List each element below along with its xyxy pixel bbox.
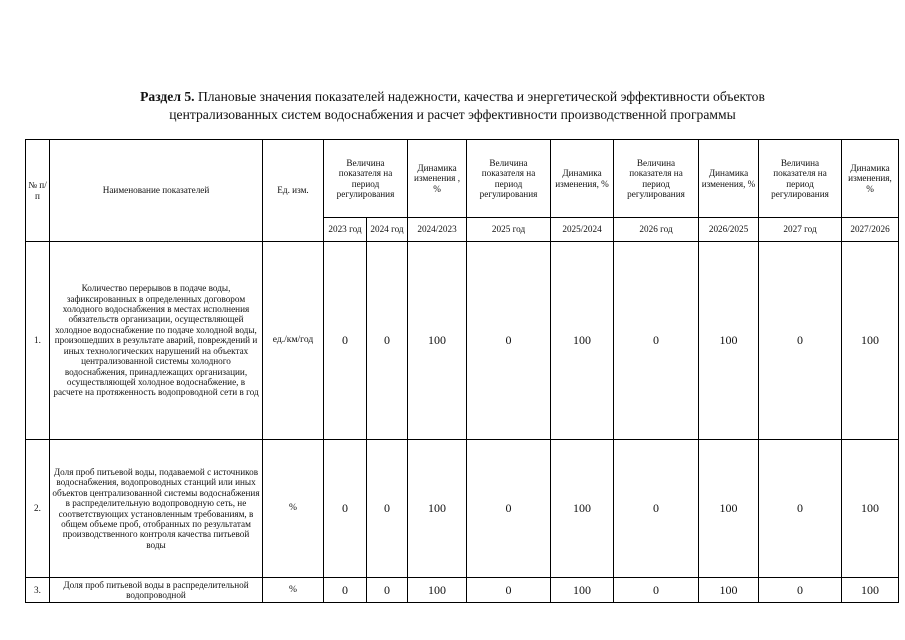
indicators-table xyxy=(25,139,899,603)
cell-2024: 0 xyxy=(367,578,408,603)
row-name: Доля проб питьевой воды в распределительной водопроводной xyxy=(50,578,263,603)
row-unit: ед./км/год xyxy=(263,242,324,440)
header-dynamics-2024: Динамика изменения , % xyxy=(408,140,467,218)
subheader-2026-2025: 2026/2025 xyxy=(699,218,759,242)
subheader-2026: 2026 год xyxy=(614,218,699,242)
header-dynamics-2026: Динамика изменения, % xyxy=(699,140,759,218)
cell-2023: 0 xyxy=(324,440,367,578)
table-row xyxy=(26,242,899,440)
cell-2026: 0 xyxy=(614,578,699,603)
cell-2024: 0 xyxy=(367,242,408,440)
table-row xyxy=(26,578,899,603)
row-unit: % xyxy=(263,578,324,603)
title-line-2: централизованных систем водоснабжения и расчет эффективности производственной программы xyxy=(169,107,736,122)
header-row xyxy=(26,140,899,218)
cell-dyn-2025: 100 xyxy=(551,578,614,603)
header-num: № п/п xyxy=(26,140,50,242)
header-value-2026: Величина показателя на период регулирования xyxy=(614,140,699,218)
row-num: 2. xyxy=(26,440,50,578)
subheader-2024-2023: 2024/2023 xyxy=(408,218,467,242)
header-dynamics-2027: Динамика изменения, % xyxy=(842,140,899,218)
cell-2024: 0 xyxy=(367,440,408,578)
section-label: Раздел 5. xyxy=(140,89,195,104)
table-row xyxy=(26,440,899,578)
row-name: Доля проб питьевой воды, подаваемой с источников водоснабжения, водопроводных станций или иных объектов централизованной системы водоснабжения в распределительную водопроводную сеть, не соответствующих установленным требованиям, в общем объеме проб, отобранных по результатам производственного контроля качества питьевой воды xyxy=(50,440,263,578)
header-name: Наименование показателей xyxy=(50,140,263,242)
header-value-2025: Величина показателя на период регулирования xyxy=(467,140,551,218)
cell-dyn-2026: 100 xyxy=(699,242,759,440)
row-num: 3. xyxy=(26,578,50,603)
cell-2027: 0 xyxy=(759,578,842,603)
title-line-1 xyxy=(0,88,905,106)
subheader-2023: 2023 год xyxy=(324,218,367,242)
cell-2027: 0 xyxy=(759,440,842,578)
subheader-2024: 2024 год xyxy=(367,218,408,242)
row-unit: % xyxy=(263,440,324,578)
cell-dyn-2026: 100 xyxy=(699,440,759,578)
cell-dyn-2024: 100 xyxy=(408,578,467,603)
cell-2026: 0 xyxy=(614,440,699,578)
cell-2026: 0 xyxy=(614,242,699,440)
cell-2025: 0 xyxy=(467,440,551,578)
cell-dyn-2025: 100 xyxy=(551,242,614,440)
subheader-2025: 2025 год xyxy=(467,218,551,242)
subheader-2027: 2027 год xyxy=(759,218,842,242)
title-text-1: Плановые значения показателей надежности, качества и энергетической эффективности объектов xyxy=(197,89,765,104)
row-num: 1. xyxy=(26,242,50,440)
cell-dyn-2024: 100 xyxy=(408,440,467,578)
cell-dyn-2025: 100 xyxy=(551,440,614,578)
header-value-2027: Величина показателя на период регулирования xyxy=(759,140,842,218)
row-name: Количество перерывов в подаче воды, зафиксированных в определенных договором холодного водоснабжения в местах исполнения обязательств организации, осуществляющей холодное водоснабжение по подаче холодной воды, произошедших в результате аварий, повреждений и иных технологических нарушений на объектах централизованной системы холодного водоснабжения, принадлежащих организации, осуществляющей холодное водоснабжение, в расчете на протяженность водопроводной сети в год xyxy=(50,242,263,440)
cell-2027: 0 xyxy=(759,242,842,440)
cell-dyn-2026: 100 xyxy=(699,578,759,603)
cell-2023: 0 xyxy=(324,578,367,603)
header-dynamics-2025: Динамика изменения, % xyxy=(551,140,614,218)
cell-2023: 0 xyxy=(324,242,367,440)
cell-dyn-2027: 100 xyxy=(842,578,899,603)
cell-2025: 0 xyxy=(467,578,551,603)
header-value-2023-2024: Величина показателя на период регулирования xyxy=(324,140,408,218)
header-unit: Ед. изм. xyxy=(263,140,324,242)
cell-dyn-2027: 100 xyxy=(842,440,899,578)
subheader-2025-2024: 2025/2024 xyxy=(551,218,614,242)
section-title xyxy=(0,88,905,124)
cell-dyn-2027: 100 xyxy=(842,242,899,440)
subheader-2027-2026: 2027/2026 xyxy=(842,218,899,242)
cell-2025: 0 xyxy=(467,242,551,440)
cell-dyn-2024: 100 xyxy=(408,242,467,440)
